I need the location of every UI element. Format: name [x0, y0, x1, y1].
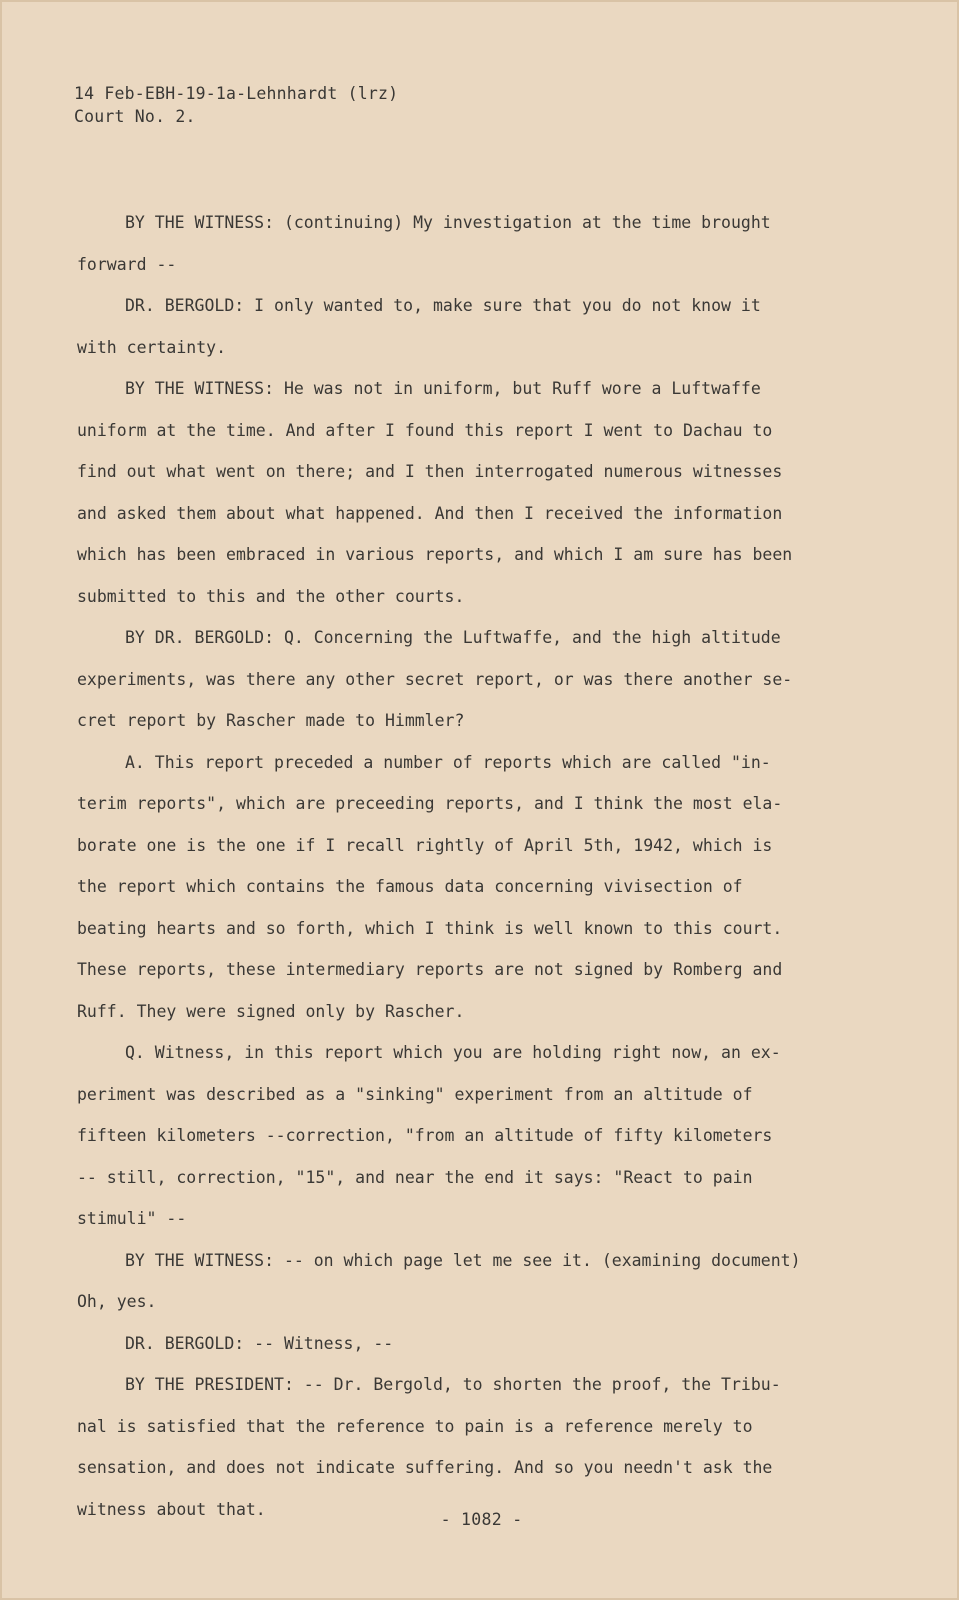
page-number: - 1082 - — [440, 1510, 523, 1529]
transcript-line: -- still, correction, "15", and near the end it says: "React to pain — [77, 1167, 753, 1187]
transcript-line: witness about that. — [77, 1499, 266, 1519]
transcript-line: Oh, yes. — [77, 1292, 157, 1311]
transcript-line: fifteen kilometers --correction, "from an altitude of fifty kilometers — [77, 1126, 773, 1145]
transcript-line: submitted to this and the other courts. — [77, 586, 465, 606]
transcript-line: borate one is the one if I recall rightly of April 5th, 1942, which is — [77, 835, 773, 855]
transcript-body — [77, 202, 837, 1530]
transcript-line: beating hearts and so forth, which I think is well known to this court. — [77, 918, 783, 938]
transcript-line: A. This report preceded a number of reports which are called "in- — [125, 752, 771, 772]
transcript-line: BY DR. BERGOLD: Q. Concerning the Luftwaffe, and the high altitude — [125, 628, 781, 647]
transcript-line: which has been embraced in various reports, and which I am sure has been — [77, 545, 793, 564]
transcript-line: forward -- — [77, 254, 177, 274]
transcript-line: sensation, and does not indicate suffering. And so you needn't ask the — [77, 1458, 773, 1477]
transcript-line: BY THE WITNESS: (continuing) My investigation at the time brought — [125, 213, 771, 232]
transcript-line: the report which contains the famous data concerning vivisection of — [77, 877, 743, 896]
transcript-line: DR. BERGOLD: I only wanted to, make sure that you do not know it — [125, 296, 761, 315]
header-court: Court No. 2. — [74, 107, 196, 126]
transcript-line: find out what went on there; and I then interrogated numerous witnesses — [77, 462, 783, 481]
transcript-line: terim reports", which are preceeding reports, and I think the most ela- — [77, 794, 783, 813]
transcript-line: nal is satisfied that the reference to pain is a reference merely to — [77, 1416, 753, 1436]
transcript-line: BY THE WITNESS: -- on which page let me see it. (examining document) — [125, 1250, 801, 1270]
transcript-line: Ruff. They were signed only by Rascher. — [77, 1001, 465, 1021]
transcript-line: uniform at the time. And after I found this report I went to Dachau to — [77, 420, 773, 440]
transcript-line: BY THE WITNESS: He was not in uniform, but Ruff wore a Luftwaffe — [125, 379, 761, 398]
transcript-line: stimuli" -- — [77, 1209, 187, 1228]
document-header — [74, 82, 398, 128]
transcript-line: and asked them about what happened. And then I received the information — [77, 503, 783, 523]
transcript-line: Q. Witness, in this report which you are holding right now, an ex- — [125, 1043, 781, 1062]
transcript-line: These reports, these intermediary reports are not signed by Romberg and — [77, 960, 783, 979]
header-reference: 14 Feb-EBH-19-1a-Lehnhardt (lrz) — [74, 84, 399, 103]
transcript-line: BY THE PRESIDENT: -- Dr. Bergold, to shorten the proof, the Tribu- — [125, 1375, 781, 1394]
transcript-line: DR. BERGOLD: -- Witness, -- — [125, 1333, 394, 1353]
transcript-line: periment was described as a "sinking" experiment from an altitude of — [77, 1084, 753, 1104]
transcript-line: cret report by Rascher made to Himmler? — [77, 711, 465, 730]
transcript-line: with certainty. — [77, 337, 227, 357]
transcript-line: experiments, was there any other secret report, or was there another se- — [77, 669, 793, 689]
